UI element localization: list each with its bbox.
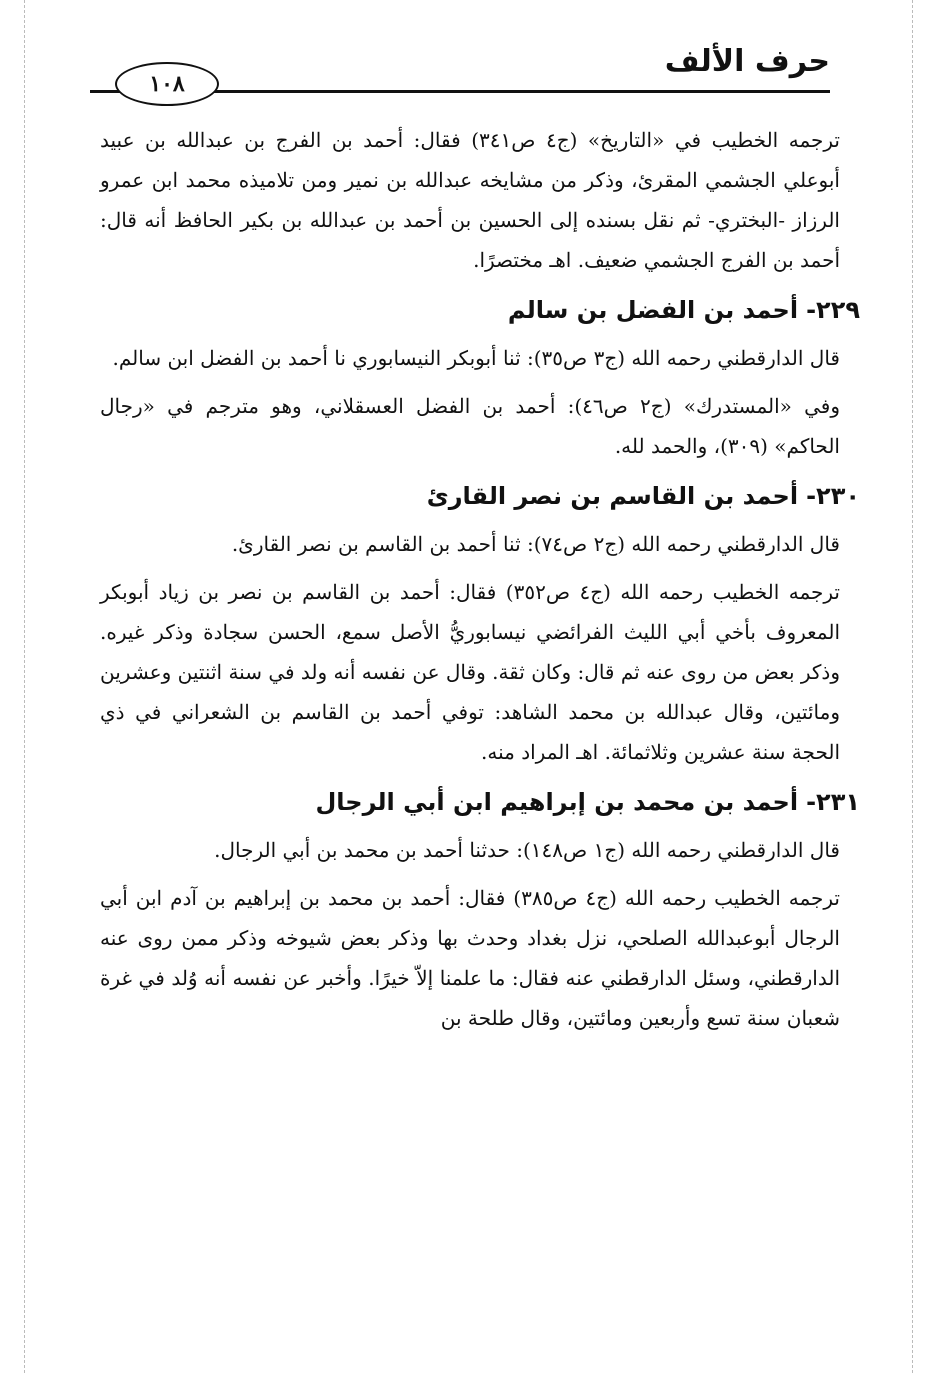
entry-number: ٢٣١-	[806, 788, 860, 816]
entry-paragraph: قال الدارقطني رحمه الله (ج٣ ص٣٥): ثنا أبوبكر النيسابوري نا أحمد بن الفضل ابن سالم.	[112, 346, 840, 370]
entry-paragraph: قال الدارقطني رحمه الله (ج١ ص١٤٨): حدثنا أحمد بن محمد بن أبي الرجال.	[214, 838, 840, 862]
scan-margin-line	[912, 0, 913, 1373]
entry-heading	[100, 780, 860, 824]
entry-heading	[100, 288, 860, 332]
page-header	[90, 38, 830, 100]
entry-title: أحمد بن محمد بن إبراهيم ابن أبي الرجال	[315, 788, 799, 816]
entry-heading	[100, 474, 860, 518]
entry-paragraph: قال الدارقطني رحمه الله (ج٢ ص٧٤): ثنا أحمد بن القاسم بن نصر القارئ.	[231, 532, 840, 556]
entry-title: أحمد بن الفضل بن سالم	[507, 296, 799, 324]
entry-paragraph: ترجمه الخطيب رحمه الله (ج٤ ص٣٥٢) فقال: أحمد بن القاسم بن نصر بن زياد أبوبكر المعروف بأخي أبي الليث الفرائضي نيسابوريُّ الأصل سمع، الحسن سجادة وذكر غيره. وذكر بعض من روى عنه ثم قال: وكان ثقة. وقال عن نفسه أنه ولد في سنة اثنتين وعشرين ومائتين، وقال عبدالله بن محمد الشاهد: توفي أحمد بن القاسم بن الشعراني في ذي الحجة سنة عشرين وثلاثمائة. اهـ المراد منه.	[100, 580, 840, 764]
intro-paragraph: ترجمه الخطيب في «التاريخ» (ج٤ ص٣٤١) فقال: أحمد بن الفرج بن عبدالله بن عبيد أبوعلي الجشمي المقرئ، وذكر من مشايخه عبدالله بن نمير ومن تلاميذه محمد ابن عمرو الرزاز -البختري- ثم نقل بسنده إلى الحسين بن أحمد بن عبدالله بن بكير الحافظ أنه قال: أحمد بن الفرج الجشمي ضعيف. اهـ مختصرًا.	[100, 128, 840, 272]
entry-paragraph: ترجمه الخطيب رحمه الله (ج٤ ص٣٨٥) فقال: أحمد بن محمد بن إبراهيم بن آدم ابن أبي الرجال أبوعبدالله الصلحي، نزل بغداد وحدث بها وذكر بعض شيوخه وذكر ممن روى عنه الدارقطني، وسئل الدارقطني عنه فقال: ما علمنا إلاّ خيرًا. وأخبر عن نفسه أنه وُلد في غرة شعبان سنة تسع وأربعين ومائتين، وقال طلحة بن	[100, 886, 840, 1030]
entry-title: أحمد بن القاسم بن نصر القارئ	[426, 482, 799, 510]
entry-231	[100, 780, 860, 1038]
chapter-title: حرف الألف	[664, 44, 830, 79]
page-number: ١٠٨	[115, 62, 219, 106]
entry-230	[100, 474, 860, 772]
entry-number: ٢٢٩-	[806, 296, 860, 324]
entry-paragraph: وفي «المستدرك» (ج٢ ص٤٦): أحمد بن الفضل العسقلاني، وهو مترجم في «رجال الحاكم» (٣٠٩)، والحمد لله.	[100, 394, 841, 458]
entry-number: ٢٣٠-	[806, 482, 860, 510]
entry-229	[100, 288, 860, 466]
page-body	[100, 120, 860, 1046]
scan-margin-line	[24, 0, 25, 1373]
